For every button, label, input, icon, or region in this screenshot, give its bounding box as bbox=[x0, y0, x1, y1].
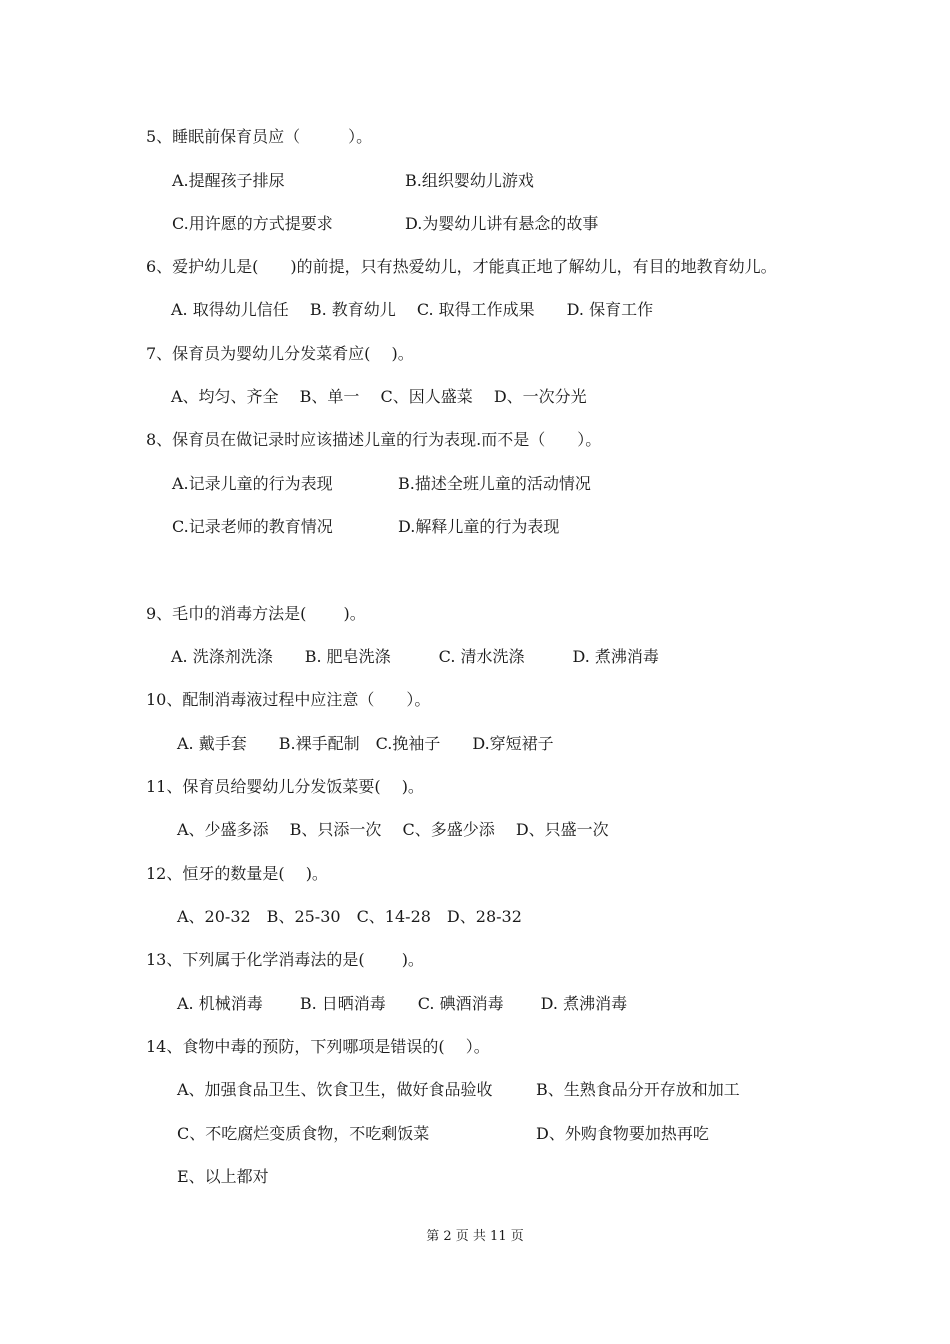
question-6-stem: 6、爱护幼儿是( )的前提，只有热爱幼儿，才能真正地了解幼儿，有目的地教育幼儿。 bbox=[146, 257, 777, 276]
question-8-stem: 8、保育员在做记录时应该描述儿童的行为表现.而不是（ ）。 bbox=[146, 430, 602, 449]
question-6-options: A. 取得幼儿信任 B. 教育幼儿 C. 取得工作成果 D. 保育工作 bbox=[171, 300, 654, 319]
question-11-stem: 11、保育员给婴幼儿分发饭菜要( )。 bbox=[146, 777, 424, 796]
question-5-stem: 5、睡眠前保育员应（ ）。 bbox=[146, 127, 373, 146]
question-8-option-c: C.记录老师的教育情况 bbox=[172, 517, 333, 536]
question-14-option-b: B、生熟食品分开存放和加工 bbox=[536, 1080, 740, 1099]
question-8-option-a: A.记录儿童的行为表现 bbox=[172, 474, 333, 493]
question-7-options: A、均匀、齐全 B、单一 C、因人盛菜 D、一次分光 bbox=[171, 387, 587, 406]
question-8-option-b: B.描述全班儿童的活动情况 bbox=[398, 474, 591, 493]
question-14-option-d: D、外购食物要加热再吃 bbox=[536, 1124, 709, 1143]
question-12-stem: 12、恒牙的数量是( )。 bbox=[146, 864, 328, 883]
question-14-option-c: C、不吃腐烂变质食物，不吃剩饭菜 bbox=[177, 1124, 430, 1143]
question-14-stem: 14、食物中毒的预防，下列哪项是错误的( ）。 bbox=[146, 1037, 490, 1056]
question-10-stem: 10、配制消毒液过程中应注意（ ）。 bbox=[146, 690, 431, 709]
question-10-options: A. 戴手套 B.裸手配制 C.挽袖子 D.穿短裙子 bbox=[177, 734, 554, 753]
question-9-options: A. 洗涤剂洗涤 B. 肥皂洗涤 C. 清水洗涤 D. 煮沸消毒 bbox=[171, 647, 659, 666]
question-11-options: A、少盛多添 B、只添一次 C、多盛少添 D、只盛一次 bbox=[177, 820, 609, 839]
question-5-option-d: D.为婴幼儿讲有悬念的故事 bbox=[405, 214, 599, 233]
question-13-options: A. 机械消毒 B. 日晒消毒 C. 碘酒消毒 D. 煮沸消毒 bbox=[177, 994, 628, 1013]
question-13-stem: 13、下列属于化学消毒法的是( )。 bbox=[146, 950, 424, 969]
page-footer: 第 2 页 共 11 页 bbox=[426, 1229, 524, 1244]
question-5-option-b: B.组织婴幼儿游戏 bbox=[405, 171, 534, 190]
question-8-option-d: D.解释儿童的行为表现 bbox=[398, 517, 560, 536]
question-5-option-c: C.用许愿的方式提要求 bbox=[172, 214, 333, 233]
question-9-stem: 9、毛巾的消毒方法是( )。 bbox=[146, 604, 366, 623]
question-7-stem: 7、保育员为婴幼儿分发菜肴应( )。 bbox=[146, 344, 414, 363]
question-12-options: A、20-32 B、25-30 C、14-28 D、28-32 bbox=[177, 907, 522, 926]
question-14-option-e: E、以上都对 bbox=[177, 1167, 269, 1186]
question-5-option-a: A.提醒孩子排尿 bbox=[172, 171, 285, 190]
question-14-option-a: A、加强食品卫生、饮食卫生，做好食品验收 bbox=[177, 1080, 493, 1099]
